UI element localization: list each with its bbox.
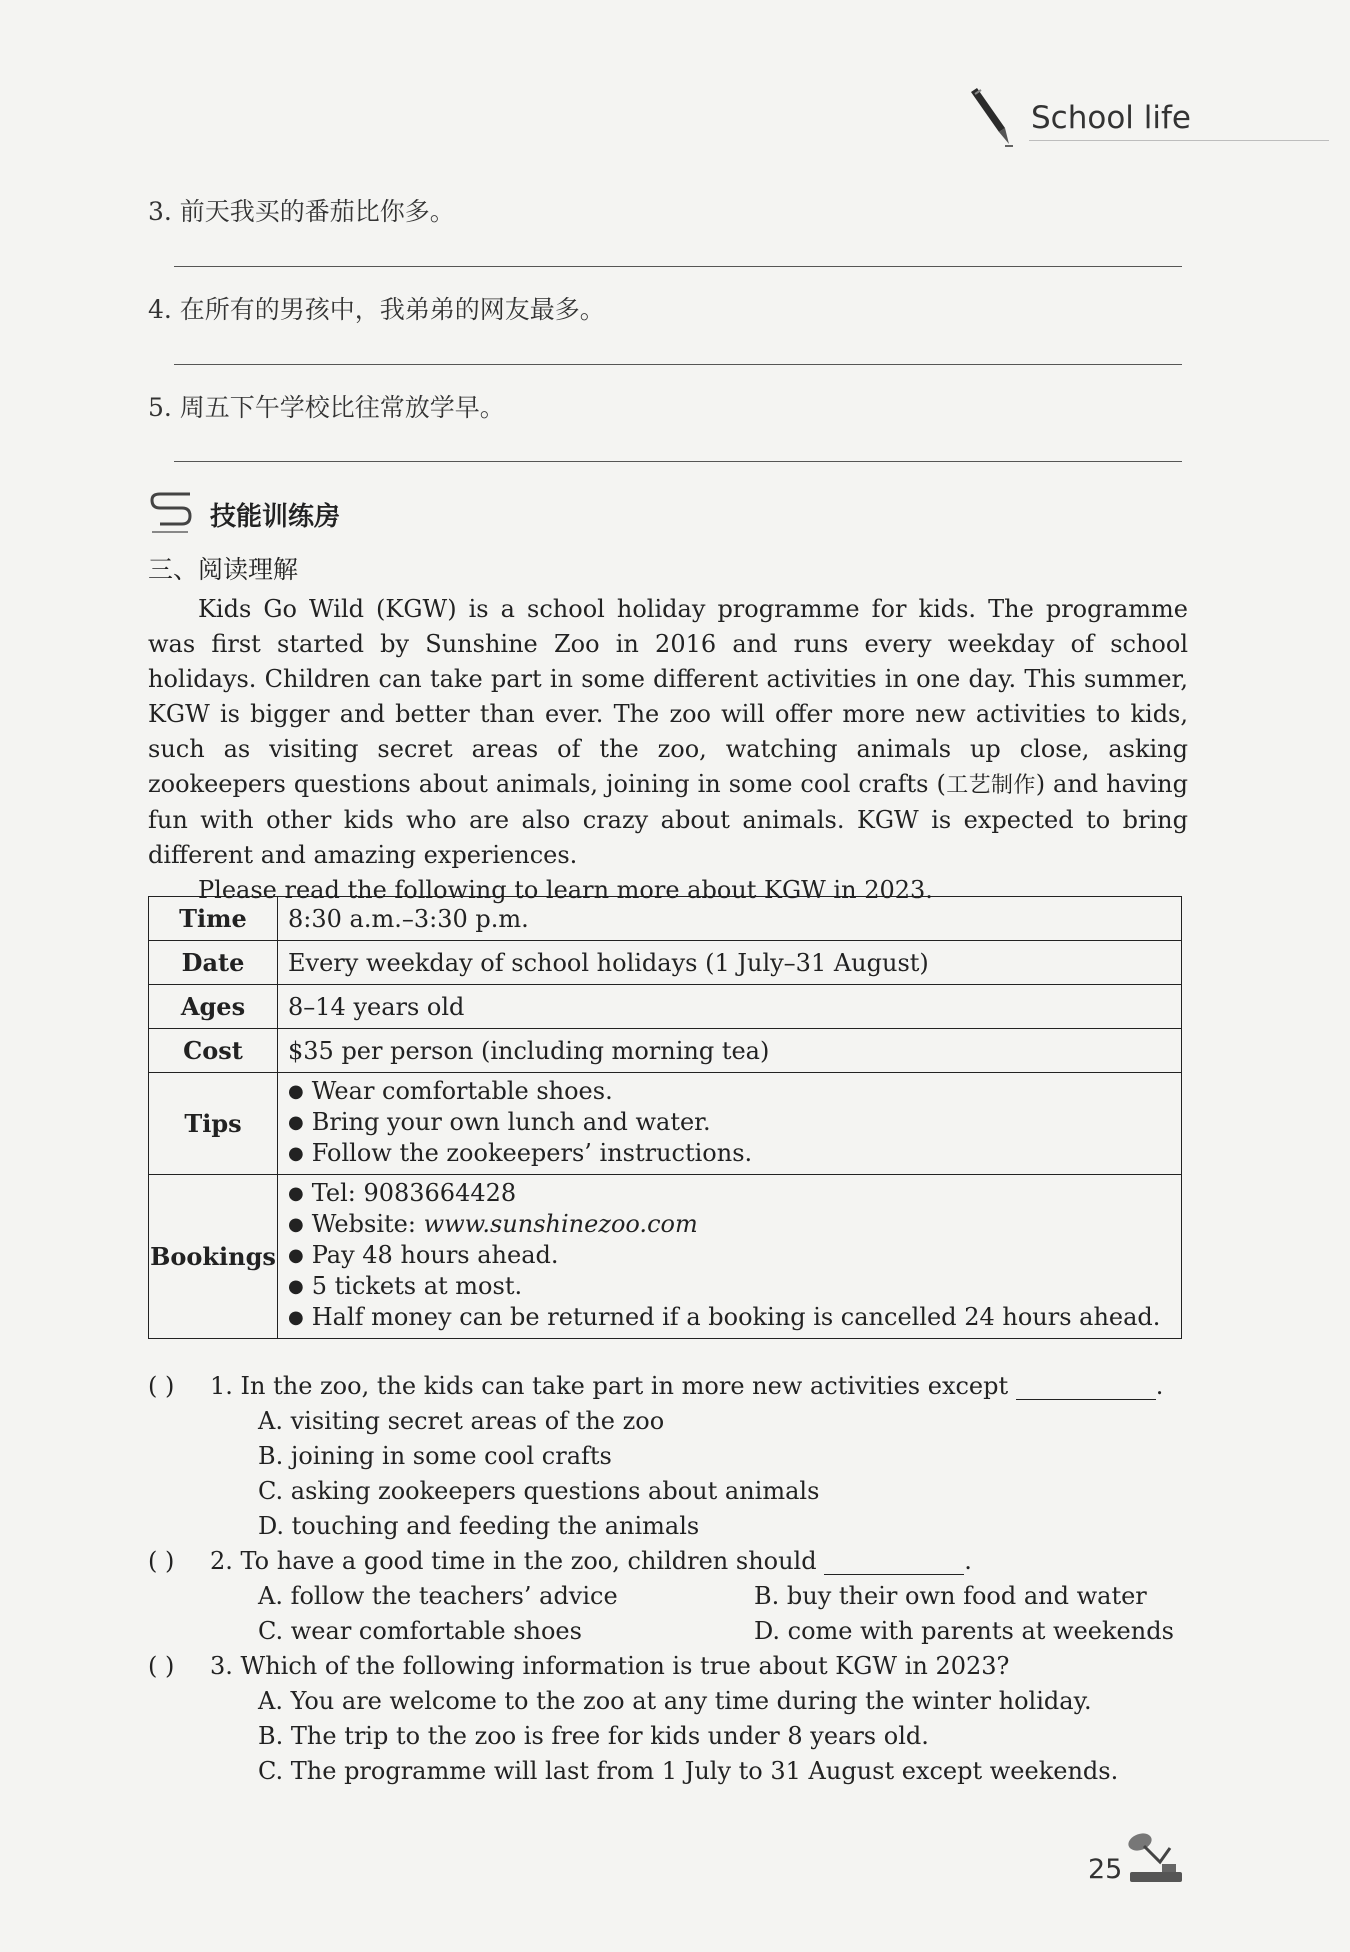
table-row-time: [149, 897, 1182, 941]
date-value: Every weekday of school holidays (1 July–31 August): [278, 941, 1182, 985]
chinese-gloss: 工艺制作: [945, 773, 1036, 798]
page-header: [965, 88, 1335, 148]
pen-icon: [965, 88, 1015, 156]
tips-label: Tips: [149, 1073, 278, 1175]
bookings-list: [288, 1175, 1181, 1338]
translation-item-3: 3. 前天我买的番茄比你多。: [148, 197, 455, 226]
question-stem: 2. To have a good time in the zoo, children should: [210, 1547, 817, 1575]
tips-value: [278, 1073, 1182, 1175]
ages-label: Ages: [149, 985, 278, 1029]
bookings-value: [278, 1175, 1182, 1339]
section-title: 技能训练房: [210, 502, 341, 532]
translation-item-5: 5. 周五下午学校比往常放学早。: [148, 393, 505, 422]
question-text: 3. Which of the following information is true about KGW in 2023?: [210, 1652, 1010, 1680]
option-b: B. buy their own food and water: [754, 1582, 1147, 1610]
answer-line-5[interactable]: [174, 461, 1182, 462]
list-item: ● Half money can be returned if a booking is cancelled 24 hours ahead.: [288, 1303, 1181, 1334]
kgw-info-table: [148, 896, 1182, 1339]
header-title: School life: [1031, 100, 1191, 136]
list-item: ● Pay 48 hours ahead.: [288, 1241, 1181, 1272]
passage-paragraph-1: [148, 592, 1188, 873]
option-a: A. You are welcome to the zoo at any time during the winter holiday.: [258, 1687, 1092, 1715]
bookings-label: Bookings: [149, 1175, 278, 1339]
option-a: A. visiting secret areas of the zoo: [258, 1407, 665, 1435]
option-c: C. The programme will last from 1 July to 31 August except weekends.: [258, 1757, 1119, 1785]
answer-blank[interactable]: [1016, 1375, 1156, 1400]
answer-bracket[interactable]: ( ): [148, 1372, 175, 1400]
cost-value: $35 per person (including morning tea): [278, 1029, 1182, 1073]
option-c: C. wear comfortable shoes: [258, 1617, 582, 1645]
table-row-date: [149, 941, 1182, 985]
list-item: ● Tel: 9083664428: [288, 1179, 1181, 1210]
option-b: B. The trip to the zoo is free for kids under 8 years old.: [258, 1722, 929, 1750]
website-label: Website:: [311, 1210, 424, 1238]
passage-paragraph-2: Please read the following to learn more about KGW in 2023.: [198, 876, 933, 904]
date-label: Date: [149, 941, 278, 985]
time-label: Time: [149, 897, 278, 941]
list-item: ● Follow the zookeepers’ instructions.: [288, 1139, 1181, 1170]
time-value: 8:30 a.m.–3:30 p.m.: [278, 897, 1182, 941]
cost-label: Cost: [149, 1029, 278, 1073]
option-d: D. come with parents at weekends: [754, 1617, 1174, 1645]
answer-blank[interactable]: [824, 1550, 964, 1575]
table-row-cost: [149, 1029, 1182, 1073]
section-icon: [148, 490, 194, 536]
list-item: ● 5 tickets at most.: [288, 1272, 1181, 1303]
website-link[interactable]: www.sunshinezoo.com: [423, 1210, 698, 1238]
option-c: C. asking zookeepers questions about animals: [258, 1477, 820, 1505]
list-item: ● Wear comfortable shoes.: [288, 1077, 1181, 1108]
list-item: ● Bring your own lunch and water.: [288, 1108, 1181, 1139]
reading-passage: [148, 592, 1188, 908]
section-header: [148, 490, 548, 536]
part-title: 三、阅读理解: [148, 555, 299, 584]
question-text: 2. To have a good time in the zoo, children should .: [210, 1547, 972, 1575]
question-text: 1. In the zoo, the kids can take part in more new activities except .: [210, 1372, 1164, 1400]
passage-text-a: Kids Go Wild (KGW) is a school holiday programme for kids. The programme was first started by Sunshine Zoo in 2016 and runs every weekday of school holidays. Children can take part in some different activities in one day. This summer, KGW is bigger and better than ever. The zoo will offer more new activities to kids, such as visiting secret areas of the zoo, watching animals up close, asking zookeepers questions about animals, joining in some cool crafts (: [148, 595, 1188, 798]
header-rule: [1029, 140, 1329, 141]
desk-lamp-icon: [1126, 1828, 1186, 1886]
option-a: A. follow the teachers’ advice: [258, 1582, 618, 1610]
answer-line-3[interactable]: [174, 266, 1182, 267]
list-item: [288, 1210, 1181, 1241]
table-row-ages: [149, 985, 1182, 1029]
tips-list: [288, 1073, 1181, 1174]
answer-line-4[interactable]: [174, 364, 1182, 365]
answer-bracket[interactable]: ( ): [148, 1652, 175, 1680]
answer-bracket[interactable]: ( ): [148, 1547, 175, 1575]
page-number: 25: [1088, 1854, 1123, 1885]
option-b: B. joining in some cool crafts: [258, 1442, 612, 1470]
translation-item-4: 4. 在所有的男孩中，我弟弟的网友最多。: [148, 295, 605, 324]
passage-text-b: ) and having fun with other kids who are also crazy about animals. KGW is expected to bring different and amazing experiences.: [148, 770, 1188, 869]
question-stem: 1. In the zoo, the kids can take part in more new activities except: [210, 1372, 1009, 1400]
table-row-bookings: [149, 1175, 1182, 1339]
ages-value: 8–14 years old: [278, 985, 1182, 1029]
option-d: D. touching and feeding the animals: [258, 1512, 700, 1540]
table-row-tips: [149, 1073, 1182, 1175]
